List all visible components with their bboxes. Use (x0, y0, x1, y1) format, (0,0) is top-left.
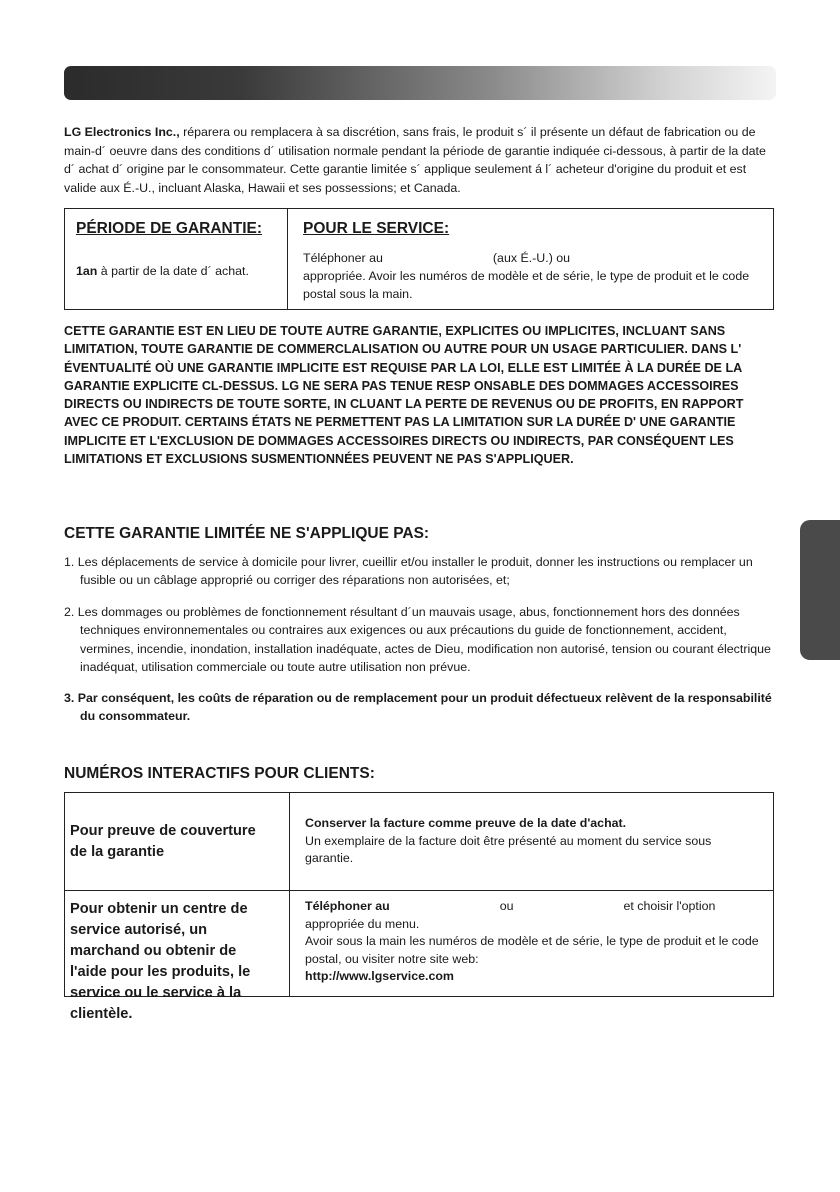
contacts-table-hdivider (65, 890, 773, 891)
service-center-label: Pour obtenir un centre de service autorisé, un marchand ou obtenir de l'aide pour les produits, le service ou le service à la clientèle. (70, 901, 251, 1022)
warranty-table (64, 208, 774, 310)
exclusion-item-3: 3. Par conséquent, les coûts de réparation ou de remplacement pour un produit défectueux relèvent de la responsabilité du consommateur. (64, 691, 772, 724)
service-text: Téléphoner au (aux É.-U.) ou appropriée. Avoir les numéros de modèle et de série, le type de produit et le code postal sous la main. (303, 251, 750, 301)
disclaimer-text: CETTE GARANTIE EST EN LIEU DE TOUTE AUTRE GARANTIE, EXPLICITES OU IMPLICITES, INCLUANT SANS LIMITATION, TOUTE GARANTIE DE COMMERCLALISATION OU AUTRE POUR UN USAGE PARTICULIER. DANS L' ÉVENTUALITÉ OÙ UNE GARANTIE IMPLICITE EST REQUISE PAR LA LOI, ELLE EST LIMITÉE À LA DURÉE DE LA GARANTIE EXPLICITE CL-DESSUS. LG NE SERA PAS TENUE RESP ONSABLE DES DOMMAGES ACCESSOIRES DIRECTS OU INDIRECTS DE TOUTE SORTE, IN CLUANT LA PERTE DE REVENUS OU DE PROFITS, EN RAPPORT AVEC CE PRODUIT. CERTAINS ÉTATS NE PERMETTENT PAS LA LIMITATION SUR LA DURÉE D' UNE GARANTIE IMPLICITE ET L'EXCLUSION DE DOMMAGES ACCESSOIRES DIRECTS OU INDIRECTS, PAR CONSÉQUENT LES LIMITATIONS ET EXCLUSIONS SUSMENTIONNÉES PEUVENT NE PAS S'APPLIQUER. (64, 324, 744, 467)
intro-paragraph (64, 123, 776, 197)
exclusion-item-1: 1. Les déplacements de service à domicile pour livrer, cueillir et/ou installer le produit, donner les instructions ou remplacer un fusible ou un câblage approprié ou corriger des réparations non autorisées, et; (64, 555, 753, 588)
intro-text: réparera ou remplacera à sa discrétion, sans frais, le produit s´ il présente un défaut de fabrication ou de main-d´ oeuvre dans des conditions d´ utilisation normale pendant la période de garantie indiquée ci-dessous, à partir de la date d´ achat d´ origine par le consommateur. Cette garantie limitée s´ applique seulement á l´ acheteur d'origine du produit et est valide aux É.-U., incluant Alaska, Hawaii et ses possessions; et Canada. (64, 125, 766, 195)
exclusion-item-2: 2. Les dommages ou problèmes de fonctionnement résultant d´un mauvais usage, abus, fonctionnement hors des données techniques environnementales ou contraires aux exigences ou aux précautions du guide de fonctionnement, accident, vermines, incendie, inondation, installation inadéquate, actes de Dieu, modification non autorisé, tension ou courant électrique inadéquat, utilisation commerciale ou toute autre utilisation non prévue. (64, 605, 771, 674)
contacts-table-vdivider (289, 793, 290, 996)
period-title: PÉRIODE DE GARANTIE: (76, 220, 263, 237)
service-center-text: Téléphoner au ou et choisir l'option appropriée du menu. Avoir sous la main les numéros de modèle et de série, le type de produit et le code postal, ou visiter notre site web: http://www.lgservice.com (305, 899, 759, 983)
proof-of-coverage-label: Pour preuve de couverture de la garantie (70, 823, 256, 860)
table-divider (287, 209, 288, 309)
contacts-table (64, 792, 774, 1022)
exclusions-heading: CETTE GARANTIE LIMITÉE NE S'APPLIQUE PAS: (64, 525, 430, 542)
contacts-heading: NUMÉROS INTERACTIFS POUR CLIENTS: (64, 765, 375, 782)
period-text: 1an à partir de la date d´ achat. (76, 264, 249, 278)
company-name: LG Electronics Inc., (64, 125, 180, 139)
service-url: http://www.lgservice.com (305, 969, 454, 983)
service-title: POUR LE SERVICE: (303, 220, 450, 237)
proof-of-coverage-text: Conserver la facture comme preuve de la date d'achat. Un exemplaire de la facture doit être présenté au moment du service sous garantie. (305, 816, 712, 865)
header-bar (64, 66, 776, 100)
side-tab (800, 520, 840, 660)
